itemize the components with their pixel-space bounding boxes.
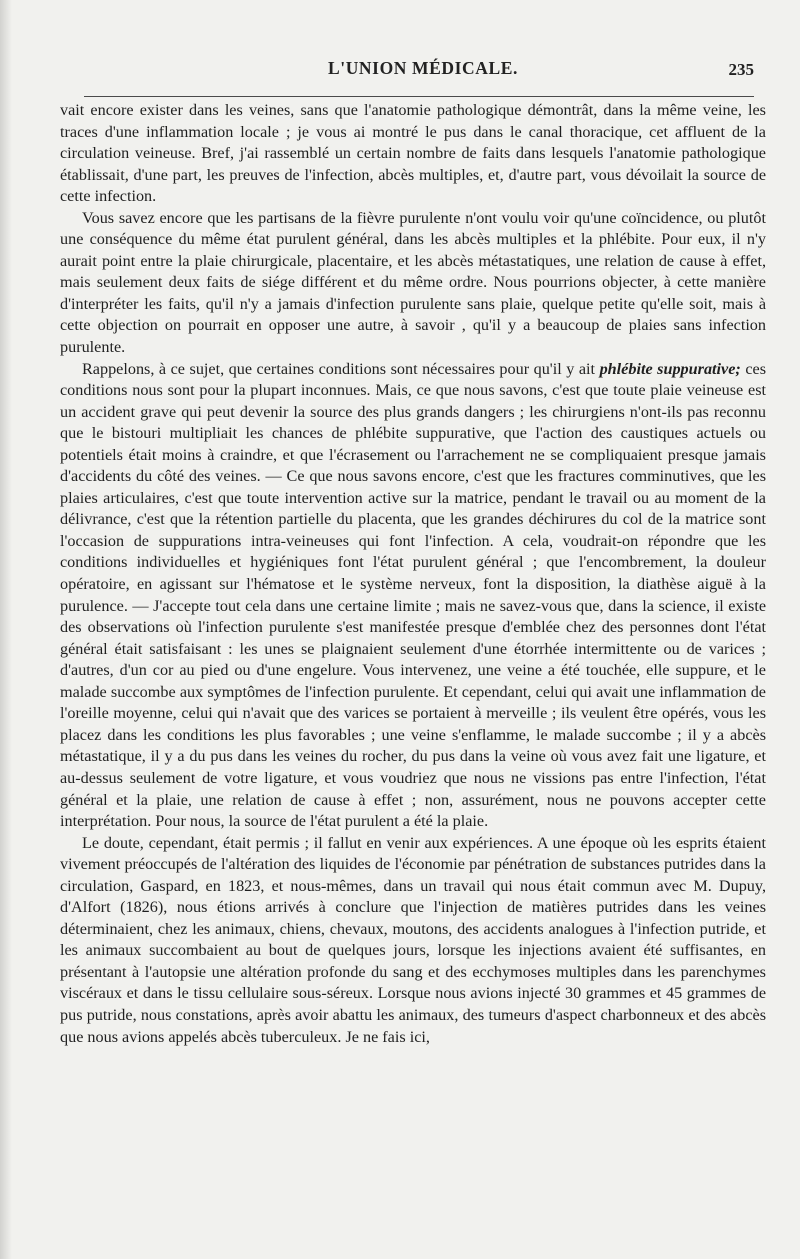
paragraph xyxy=(60,359,766,833)
body-text xyxy=(60,100,766,1048)
paragraph: Vous savez encore que les partisans de la fièvre purulente n'ont voulu voir qu'une coïncidence, ou plutôt une conséquence du même état purulent général, dans les abcès multiples et la phlébite. Pour eux, il n'y aurait point entre la plaie chirurgicale, placentaire, et les abcès métastatiques, une relation de cause à effet, mais seulement deux faits de siége différent et du même ordre. Nous pourrions objecter, à cette manière d'interpréter les faits, qu'il n'y a jamais d'infection purulente sans plaie, quelque petite qu'elle soit, mais à cette objection on pourrait en opposer une autre, à savoir , qu'il y a beaucoup de plaies sans infection purulente. xyxy=(60,208,766,357)
paragraph-text: Rappelons, à ce sujet, que certaines conditions sont nécessaires pour qu'il y ait xyxy=(82,359,600,378)
page-edge-shadow xyxy=(0,0,12,1259)
page-number: 235 xyxy=(728,60,754,79)
header-rule xyxy=(84,96,754,97)
running-title: L'UNION MÉDICALE. xyxy=(327,58,519,78)
paragraph: Le doute, cependant, était permis ; il fallut en venir aux expériences. A une époque où les esprits étaient vivement préoccupés de l'altération des liquides de l'économie par pénétration de substances putrides dans la circulation, Gaspard, en 1823, et nous-mêmes, dans un travail qui nous était commun avec M. Dupuy, d'Alfort (1826), nous étions arrivés à conclure que l'injection de matières putrides dans les veines déterminaient, chez les animaux, chiens, chevaux, moutons, des accidents analogues à l'infection putride, et les animaux succombaient au bout de quelques jours, lorsque les injections avaient été suffisantes, en présentant à l'autopsie une altération profonde du sang et des ecchymoses multiples dans les parenchymes viscéraux et dans le tissu cellulaire sous-séreux. Lorsque nous avions injecté 30 grammes et 45 grammes de pus putride, nous constations, après avoir abattu les animaux, des tumeurs d'aspect charbonneux et des abcès que nous avions appelés abcès tuberculeux. Je ne fais ici, xyxy=(60,833,766,1046)
paragraph-text: ces conditions nous sont pour la plupart inconnues. Mais, ce que nous savons, c'est que toute plaie veineuse est un accident grave qui peut devenir la source des plus grands dangers ; les chirurgiens n'ont-ils pas reconnu que le bistouri multipliait les chances de phlébite suppurative, que l'action des caustiques actuels ou potentiels était moins à craindre, et que l'écrasement ou l'arrachement ne se compliquaient presque jamais d'accidents du côté des veines. — Ce que nous savons encore, c'est que les fractures comminutives, que les plaies articulaires, c'est que toute intervention active sur la matrice, pendant le travail ou au moment de la délivrance, c'est que la rétention partielle du placenta, que les grandes déchirures du col de la matrice sont l'occasion de suppurations intra-veineuses qui font l'infection. A cela, voudrait-on répondre que les conditions individuelles et hygiéniques font l'état purulent général ; que l'encombrement, la douleur opératoire, en agissant sur l'hématose et le système nerveux, font la disposition, la diathèse aiguë à la purulence. — J'accepte tout cela dans une certaine limite ; mais ne savez-vous que, dans la science, il existe des observations où l'infection purulente s'est manifestée presque d'emblée chez des personnes dont l'état général était satisfaisant : les unes se plaignaient seulement d'une étorrhée intermittente ou de varices ; d'autres, d'un cor au pied ou d'une engelure. Vous intervenez, une veine a été touchée, elle suppure, et le malade succombe aux symptômes de l'infection purulente. Et cependant, celui qui avait une inflammation de l'oreille moyenne, celui qui n'avait que des varices se portaient à merveille ; ils veulent être opérés, vous les placez dans les conditions les plus favorables ; une veine s'enflamme, le malade succombe ; il y a abcès métastatique, il y a du pus dans les veines du rocher, du pus dans la veine où vous avez fait une ligature, et au-dessus seulement de votre ligature, et vous voudriez que nous ne vissions pas entre l'infection, l'état général et la plaie, une relation de cause à effet ; non, assurément, nous ne pouvons accepter cette interprétation. Pour nous, la source de l'état purulent a été la plaie. xyxy=(60,359,766,831)
page-header xyxy=(92,58,754,86)
paragraph-continued: vait encore exister dans les veines, sans que l'anatomie pathologique démontrât, dans la même veine, les traces d'une inflammation locale ; je vous ai montré le pus dans le canal thoracique, cet affluent de la circulation veineuse. Bref, j'ai rassemblé un certain nombre de faits dans lesquels l'anatomie pathologique établissait, d'une part, les preuves de l'infection, abcès multiples, et, d'autre part, vous dévoilait la source de cette infection. xyxy=(60,101,766,206)
emphasized-term: phlébite suppurative; xyxy=(599,359,741,378)
